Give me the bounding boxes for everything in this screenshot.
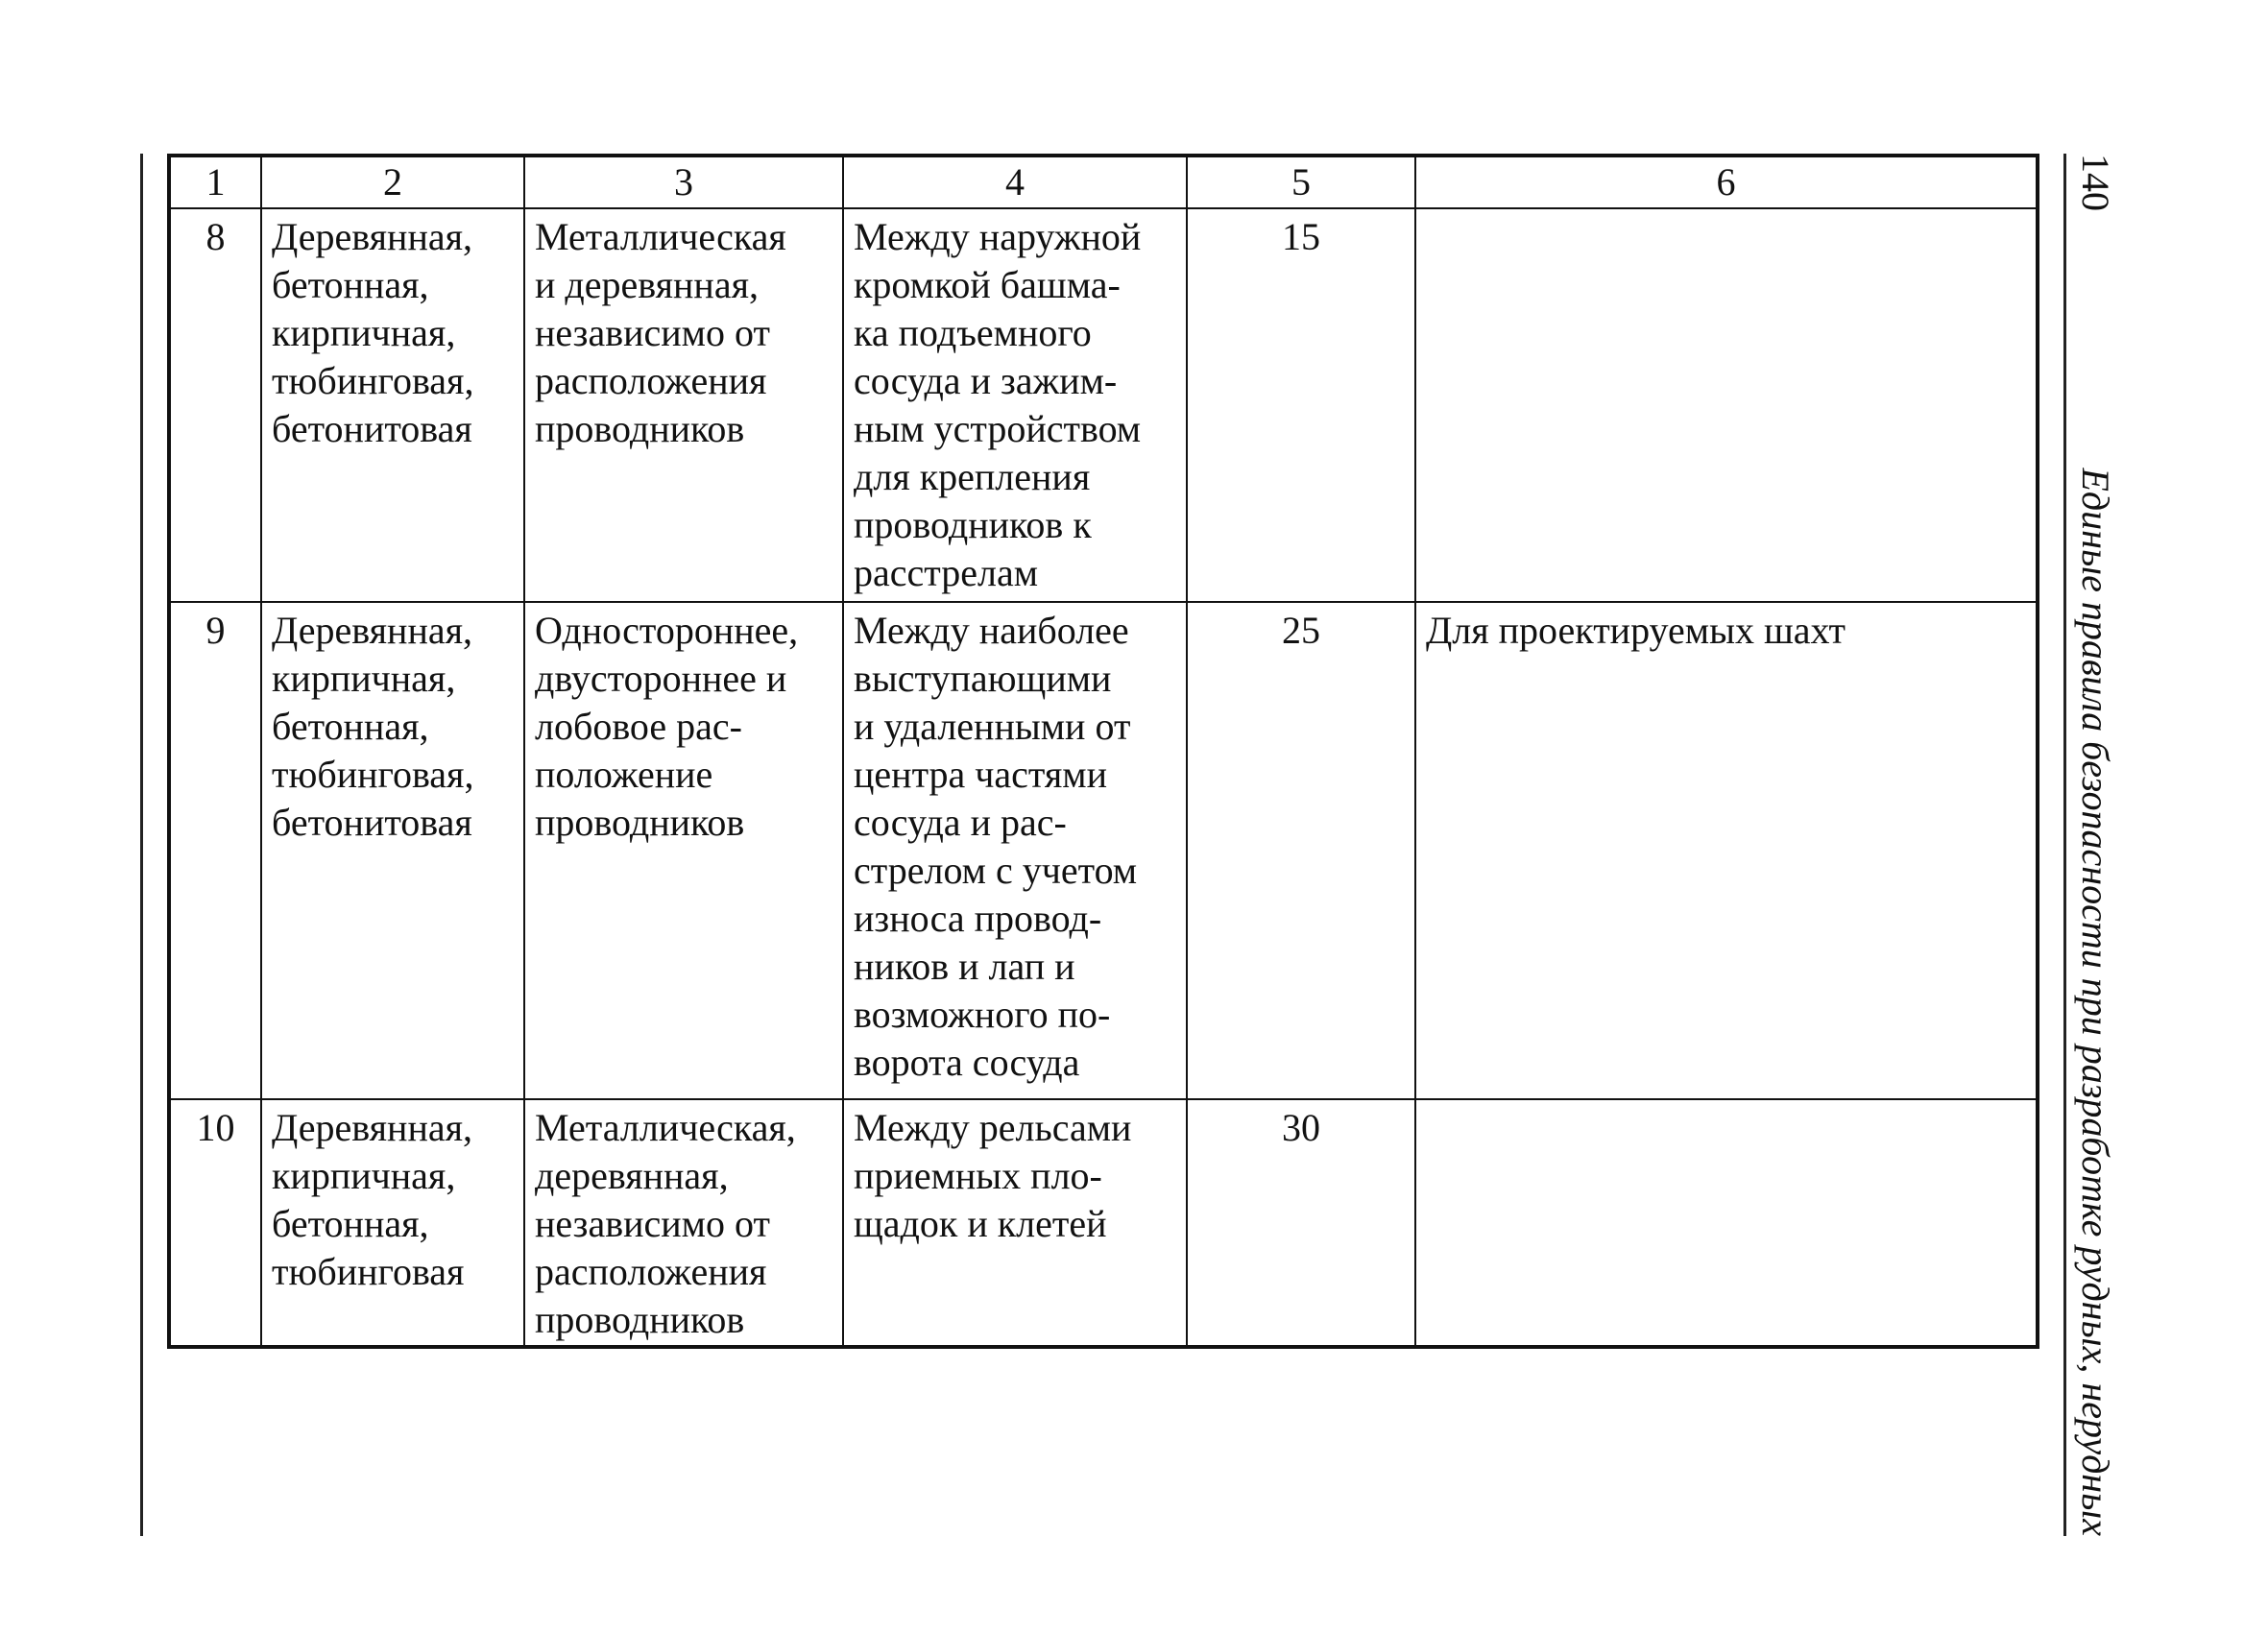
- between-cell: Между наружной кромкой башма- ка подъемного сосуда и зажим- ным устройством для крепления проводников к расстрелам: [843, 208, 1187, 602]
- column-header: 5: [1187, 156, 1415, 208]
- gap-value: 25: [1187, 602, 1415, 1099]
- guides-cell: Металлическая, деревянная, независимо от расположения проводников: [524, 1099, 843, 1347]
- table-row: [169, 602, 2038, 1099]
- running-title: Единые правила безопасности при разработке рудных, нерудных: [2074, 468, 2117, 1536]
- table-row: [169, 208, 2038, 602]
- note-cell: [1415, 1099, 2038, 1347]
- note-cell: [1415, 208, 2038, 602]
- gap-value: 15: [1187, 208, 1415, 602]
- row-number: 8: [169, 208, 261, 602]
- lining-type-cell: Деревянная, бетонная, кирпичная, тюбинговая, бетонитовая: [261, 208, 524, 602]
- lining-type-cell: Деревянная, кирпичная, бетонная, тюбинговая: [261, 1099, 524, 1347]
- between-cell: Между рельсами приемных пло- щадок и клетей: [843, 1099, 1187, 1347]
- guides-cell: Одностороннее, двустороннее и лобовое рас- положение проводников: [524, 602, 843, 1099]
- page-number: 140: [2074, 154, 2117, 211]
- header-rule: [2063, 154, 2066, 1536]
- table-header-row: [169, 156, 2038, 208]
- note-cell: Для проектируемых шахт: [1415, 602, 2038, 1099]
- column-header: 3: [524, 156, 843, 208]
- left-margin-rule: [140, 154, 143, 1536]
- clearance-table: [167, 154, 2039, 1349]
- gap-value: 30: [1187, 1099, 1415, 1347]
- column-header: 2: [261, 156, 524, 208]
- table-row: [169, 1099, 2038, 1347]
- running-header-text: [2071, 154, 2119, 1536]
- between-cell: Между наиболее выступающими и удаленными от центра частями сосуда и рас- стрелом с учетом износа провод- ников и лап и возможного по- ворота сосуда: [843, 602, 1187, 1099]
- column-header: 6: [1415, 156, 2038, 208]
- lining-type-cell: Деревянная, кирпичная, бетонная, тюбинговая, бетонитовая: [261, 602, 524, 1099]
- running-header: [2063, 154, 2121, 1536]
- row-number: 10: [169, 1099, 261, 1347]
- column-header: 4: [843, 156, 1187, 208]
- column-header: 1: [169, 156, 261, 208]
- row-number: 9: [169, 602, 261, 1099]
- guides-cell: Металлическая и деревянная, независимо от расположения проводников: [524, 208, 843, 602]
